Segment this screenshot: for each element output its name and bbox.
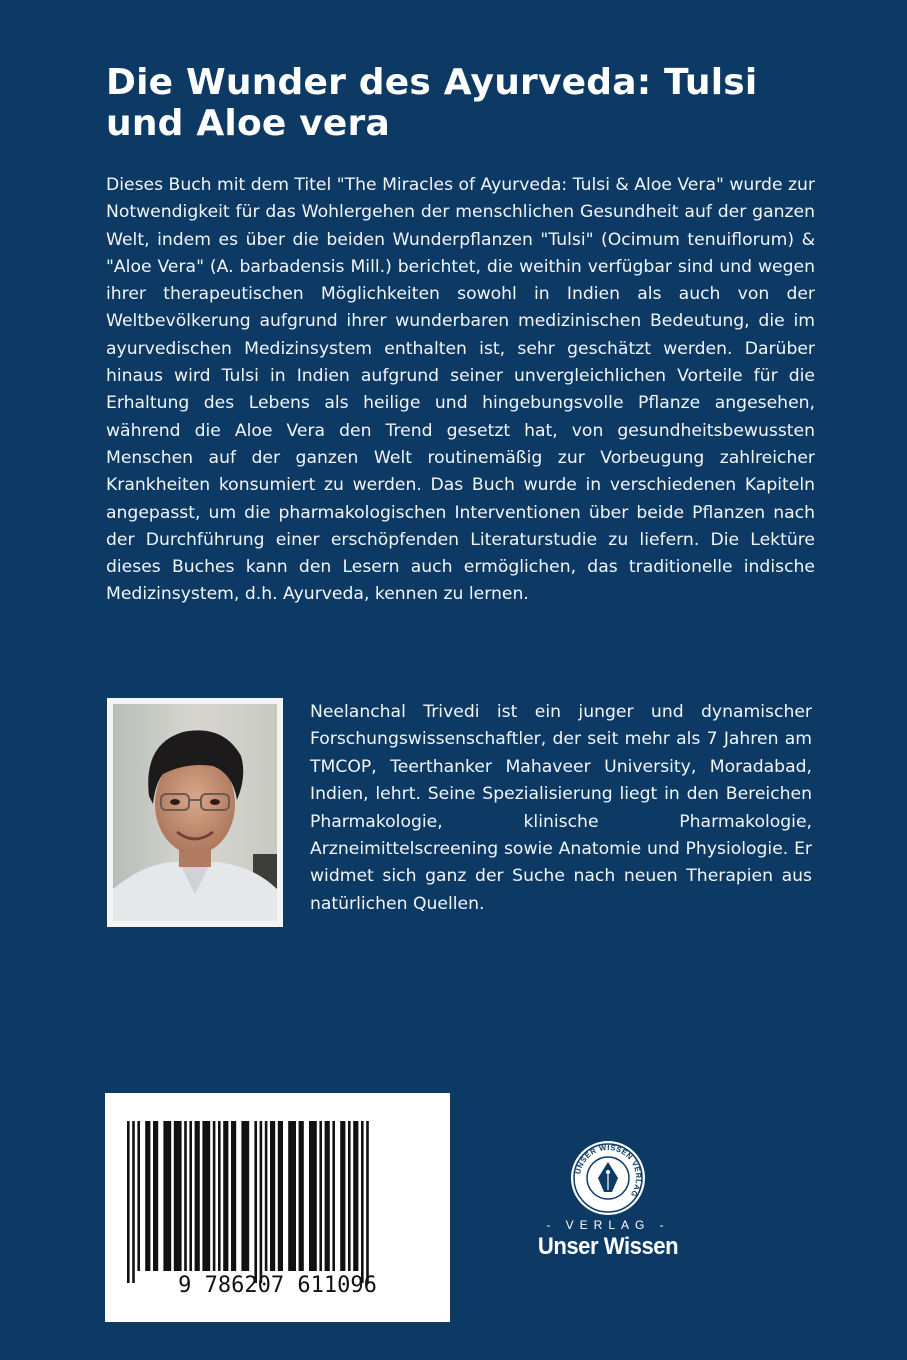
barcode-bar <box>366 1121 369 1283</box>
barcode-bar <box>174 1121 182 1271</box>
barcode-bar <box>145 1121 150 1271</box>
barcode-bar <box>288 1121 296 1271</box>
author-portrait-image <box>113 704 277 921</box>
isbn-number: 9 786207 611096 <box>178 1273 377 1298</box>
barcode-bar <box>299 1121 304 1271</box>
book-title: Die Wunder des Ayurveda: Tulsi und Aloe vera <box>106 62 758 144</box>
publisher-verlag-label: - VERLAG - <box>546 1218 670 1232</box>
publisher-logo <box>520 1138 696 1268</box>
barcode-bar <box>189 1121 192 1271</box>
barcode-bar <box>278 1121 283 1271</box>
barcode-bar <box>153 1121 158 1271</box>
barcode-bar <box>361 1121 364 1283</box>
barcode-bar <box>348 1121 351 1271</box>
barcode-bar <box>202 1121 210 1271</box>
barcode-bar <box>137 1121 140 1271</box>
book-description: Dieses Buch mit dem Titel "The Miracles of Ayurveda: Tulsi & Aloe Vera" wurde zur Notwendigkeit für das Wohlergehen der menschlichen Gesundheit auf der ganzen Welt, indem es über die beiden Wunderpflanzen "Tulsi" (Ocimum tenuiflorum) & "Aloe Vera" (A. barbadensis Mill.) berichtet, die weithin verfügbar sind und wegen ihrer therapeutischen Möglichkeiten sowohl in Indien als auch von der Weltbevölkerung aufgrund ihrer wunderbaren medizinischen Bedeutung, die im ayurvedischen Medizinsystem enthalten ist, sehr geschätzt werden. Darüber hinaus wird Tulsi in Indien aufgrund seiner unvergleichlichen Vorteile für die Erhaltung des Lebens als heilige und hingebungsvolle Pflanze angesehen, während die Aloe Vera den Trend gesetzt hat, von gesundheitsbewussten Menschen auf der ganzen Welt routinemäßig zur Vorbeugung zahlreicher Krankheiten konsumiert zu werden. Das Buch wurde in verschiedenen Kapiteln angepasst, um die pharmakologischen Interventionen über beide Pflanzen nach der Durchführung einer erschöpfenden Literaturstudie zu liefern. Die Lektüre dieses Buches kann den Lesern auch ermöglichen, das traditionelle indische Medizinsystem, d.h. Ayurveda, kennen zu lernen. <box>106 175 815 605</box>
seal-ring-text: UNSER WISSEN VERLAG <box>573 1142 644 1199</box>
barcode-bar <box>309 1121 317 1271</box>
barcode-bar <box>163 1121 171 1271</box>
isbn-barcode <box>105 1093 450 1322</box>
barcode-bar <box>340 1121 345 1271</box>
barcode-bar <box>241 1121 249 1271</box>
barcode-bar <box>213 1121 216 1271</box>
author-photo <box>107 698 283 927</box>
barcode-bar <box>260 1121 263 1283</box>
pen-nib-seal-icon <box>520 1138 696 1218</box>
barcode-bar <box>325 1121 330 1271</box>
publisher-name: Unser Wissen <box>537 1233 679 1260</box>
barcode-bar <box>353 1121 358 1271</box>
barcode-bar <box>270 1121 275 1271</box>
author-bio: Neelanchal Trivedi ist ein junger und dynamischer Forschungswissenschaftler, der seit mehr als 7 Jahren am TMCOP, Teerthanker Mahaveer University, Moradabad, Indien, lehrt. Seine Spezialisierung liegt in den Bereichen Pharmakologie, klinische Pharmakologie, Arzneimittelscreening sowie Anatomie und Physiologie. Er widmet sich ganz der Suche nach neuen Therapien aus natürlichen Quellen. <box>310 702 812 914</box>
barcode-bar <box>223 1121 228 1271</box>
barcode-bar <box>231 1121 236 1271</box>
barcode-bar <box>254 1121 257 1283</box>
barcode-bar <box>218 1121 221 1271</box>
barcode-bar <box>319 1121 322 1271</box>
barcode-bar <box>332 1121 335 1271</box>
barcode-bar <box>184 1121 187 1271</box>
barcode-bar <box>195 1121 200 1271</box>
barcode-bar <box>265 1121 268 1271</box>
barcode-bar <box>132 1121 135 1283</box>
barcode-bar <box>127 1121 130 1283</box>
